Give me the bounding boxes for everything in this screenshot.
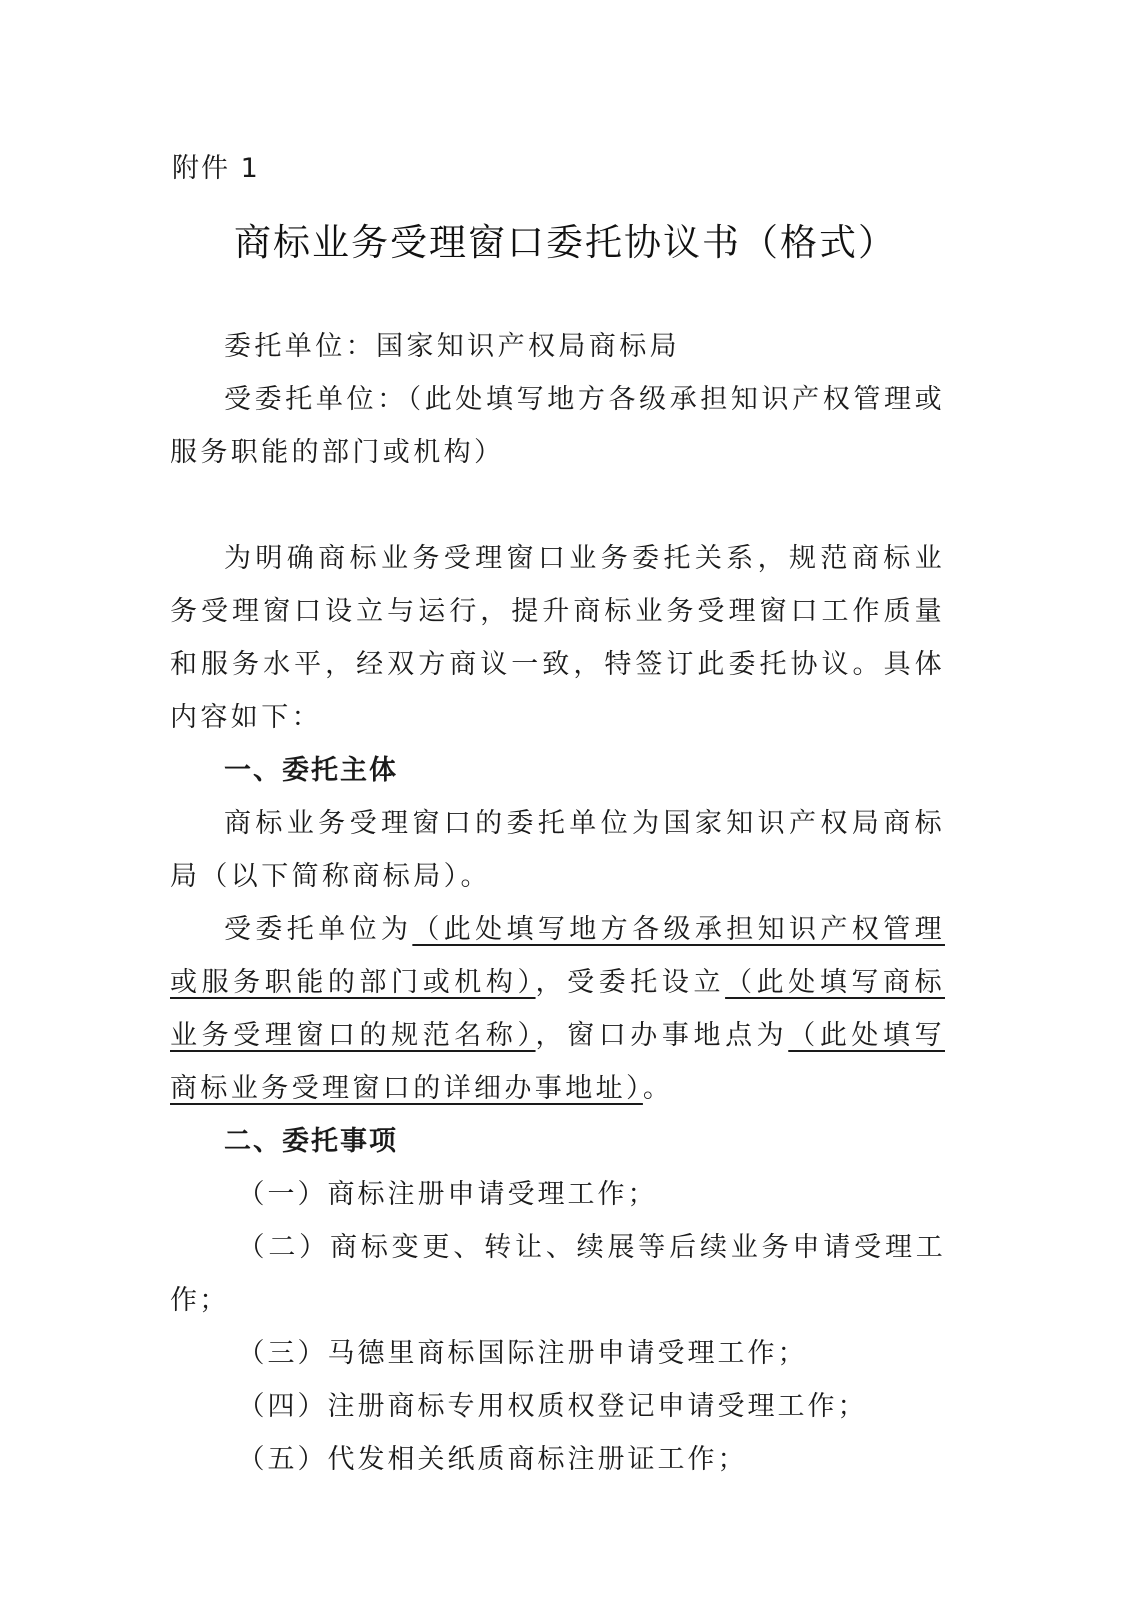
entrusted-unit-line: 受委托单位：（此处填写地方各级承担知识产权管理或服务职能的部门或机构） <box>170 384 945 468</box>
subject-text-2: ，受委托设立 <box>535 967 726 998</box>
document-body <box>170 320 945 1486</box>
list-item: （二）商标变更、转让、续展等后续业务申请受理工作； <box>170 1232 945 1316</box>
list-item: （一）商标注册申请受理工作； <box>237 1179 658 1210</box>
section-heading-subject: 一、委托主体 <box>224 755 398 786</box>
entrusting-unit-line: 委托单位：国家知识产权局商标局 <box>224 331 680 362</box>
subject-text-3: ，窗口办事地点为 <box>535 1020 789 1051</box>
subject-text-1: 受委托单位为 <box>224 914 413 945</box>
list-item: （四）注册商标专用权质权登记申请受理工作； <box>237 1391 868 1422</box>
subject-paragraph-1: 商标业务受理窗口的委托单位为国家知识产权局商标局（以下简称商标局）。 <box>170 808 945 892</box>
list-item: （三）马德里商标国际注册申请受理工作； <box>237 1338 808 1369</box>
document-title: 商标业务受理窗口委托协议书（格式） <box>234 221 897 264</box>
subject-paragraph-2 <box>170 903 945 1115</box>
section-heading-matters: 二、委托事项 <box>224 1126 398 1157</box>
fill-in-entrusted-unit: （此处填写地方各级承担知识产权管理或服务职能的部门或机构） <box>170 914 945 998</box>
fill-in-window-name: （此处填写商标业务受理窗口的规范名称） <box>170 967 945 1051</box>
attachment-label: 附件 1 <box>172 153 260 184</box>
fill-in-window-address: （此处填写商标业务受理窗口的详细办事地址） <box>170 1020 945 1104</box>
subject-text-4: 。 <box>642 1073 674 1104</box>
list-item: （五）代发相关纸质商标注册证工作； <box>237 1444 748 1475</box>
intro-paragraph: 为明确商标业务受理窗口业务委托关系，规范商标业务受理窗口设立与运行，提升商标业务受理窗口工作质量和服务水平，经双方商议一致，特签订此委托协议。具体内容如下： <box>170 543 945 733</box>
